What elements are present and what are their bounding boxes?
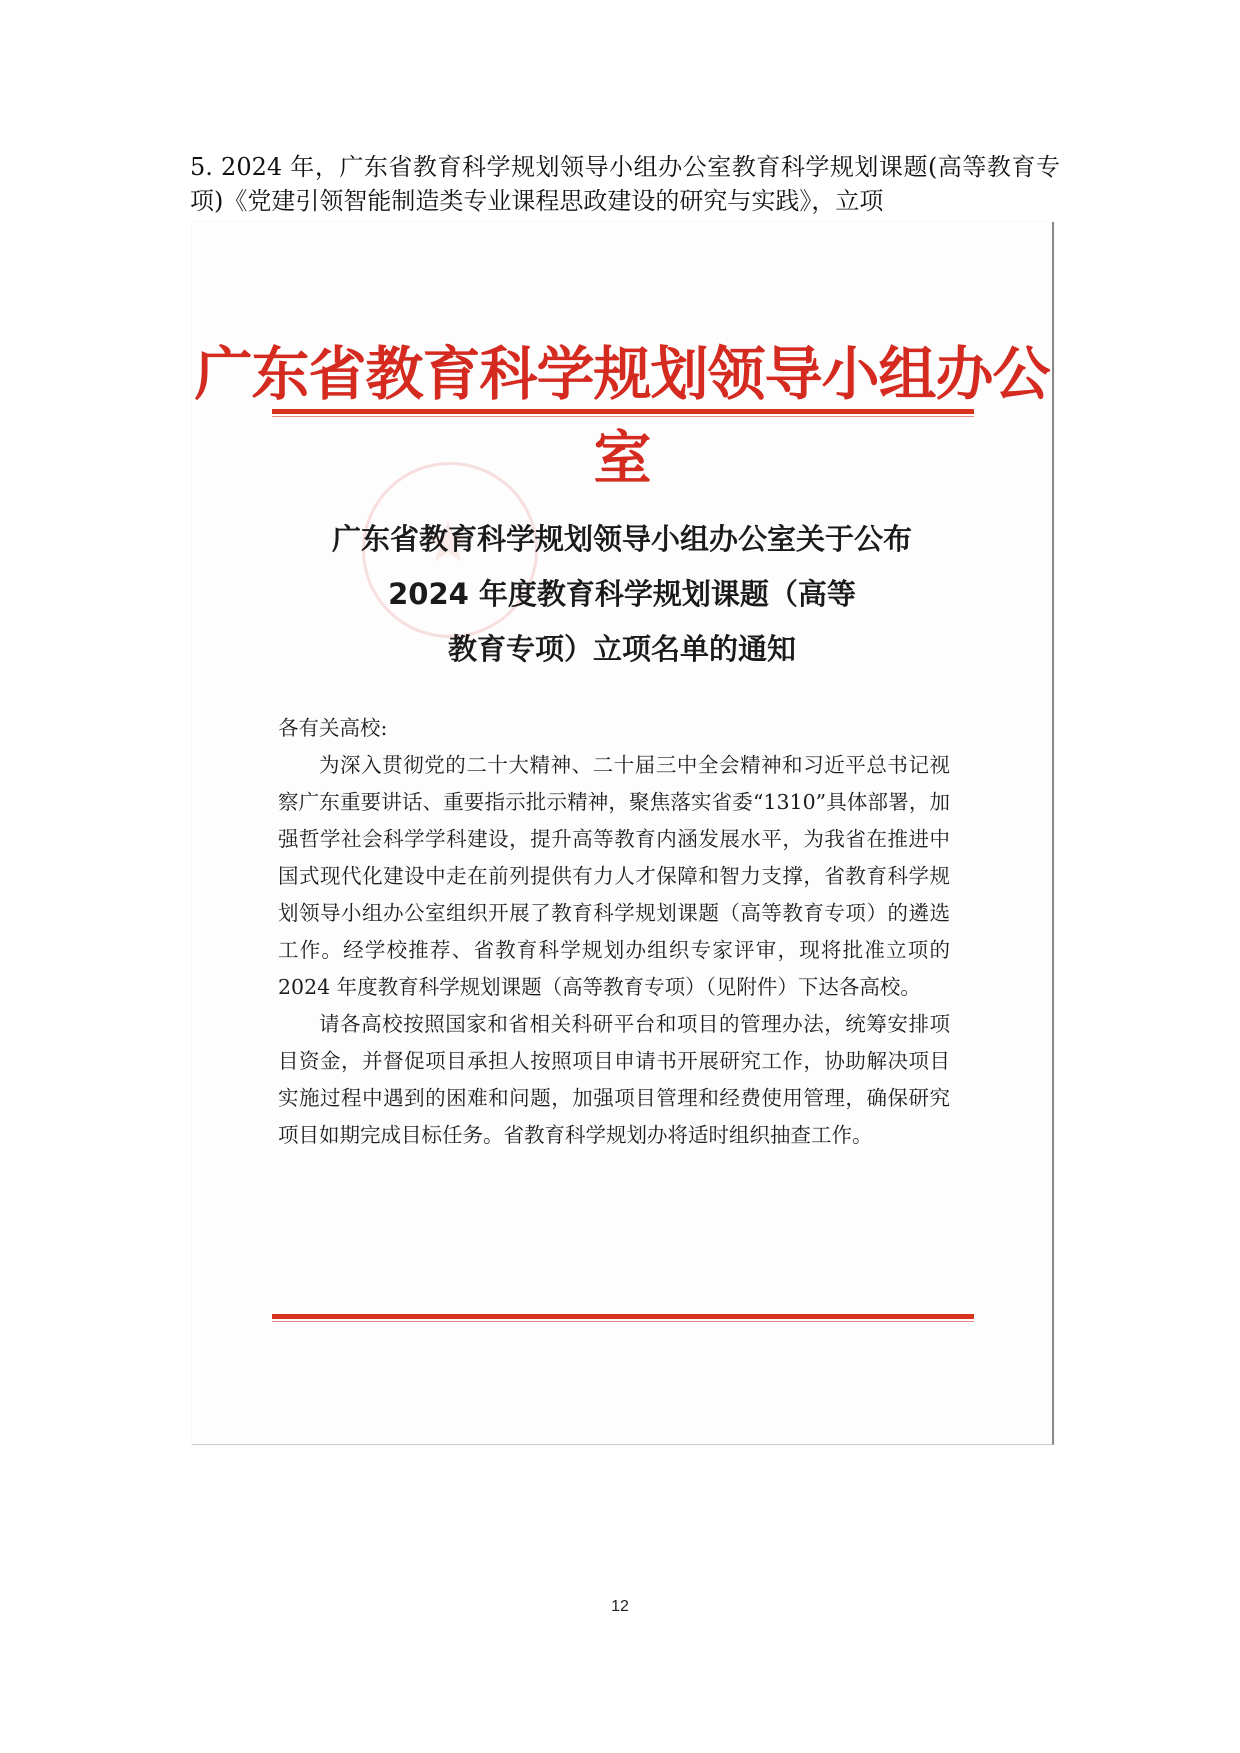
footer-red-rule — [272, 1314, 974, 1319]
notice-paragraph-1: 为深入贯彻党的二十大精神、二十届三中全会精神和习近平总书记视察广东重要讲话、重要指示批示精神，聚焦落实省委“1310”具体部署，加强哲学社会科学学科建设，提升高等教育内涵发展水平，为我省在推进中国式现代化建设中走在前列提供有力人才保障和智力支撑，省教育科学规划领导小组办公室组织开展了教育科学规划课题（高等教育专项）的遴选工作。经学校推荐、省教育科学规划办组织专家评审，现将批准立项的 2024 年度教育科学规划课题（高等教育专项）（见附件）下达各高校。 — [278, 753, 950, 999]
scanned-notice-image — [192, 222, 1054, 1445]
letterhead-red-rule — [272, 409, 974, 414]
document-caption: 5. 2024 年，广东省教育科学规划领导小组办公室教育科学规划课题(高等教育专项)《党建引领智能制造类专业课程思政建设的研究与实践》，立项 — [190, 153, 1060, 215]
notice-title — [252, 512, 992, 677]
page-number: 12 — [611, 1598, 629, 1615]
letterhead-title: 广东省教育科学规划领导小组办公室 — [194, 340, 1050, 492]
notice-paragraph-2: 请各高校按照国家和省相关科研平台和项目的管理办法，统筹安排项目资金，并督促项目承担人按照项目申请书开展研究工作，协助解决项目实施过程中遇到的困难和问题，加强项目管理和经费使用管理，确保研究项目如期完成目标任务。省教育科学规划办将适时组织抽查工作。 — [278, 1012, 950, 1147]
notice-salutation: 各有关高校: — [278, 716, 388, 740]
notice-body — [278, 710, 950, 1154]
notice-title-line-2: 2024 年度教育科学规划课题（高等 — [388, 577, 856, 611]
notice-title-line-3: 教育专项）立项名单的通知 — [447, 632, 796, 666]
notice-title-line-1: 广东省教育科学规划领导小组办公室关于公布 — [331, 522, 912, 556]
